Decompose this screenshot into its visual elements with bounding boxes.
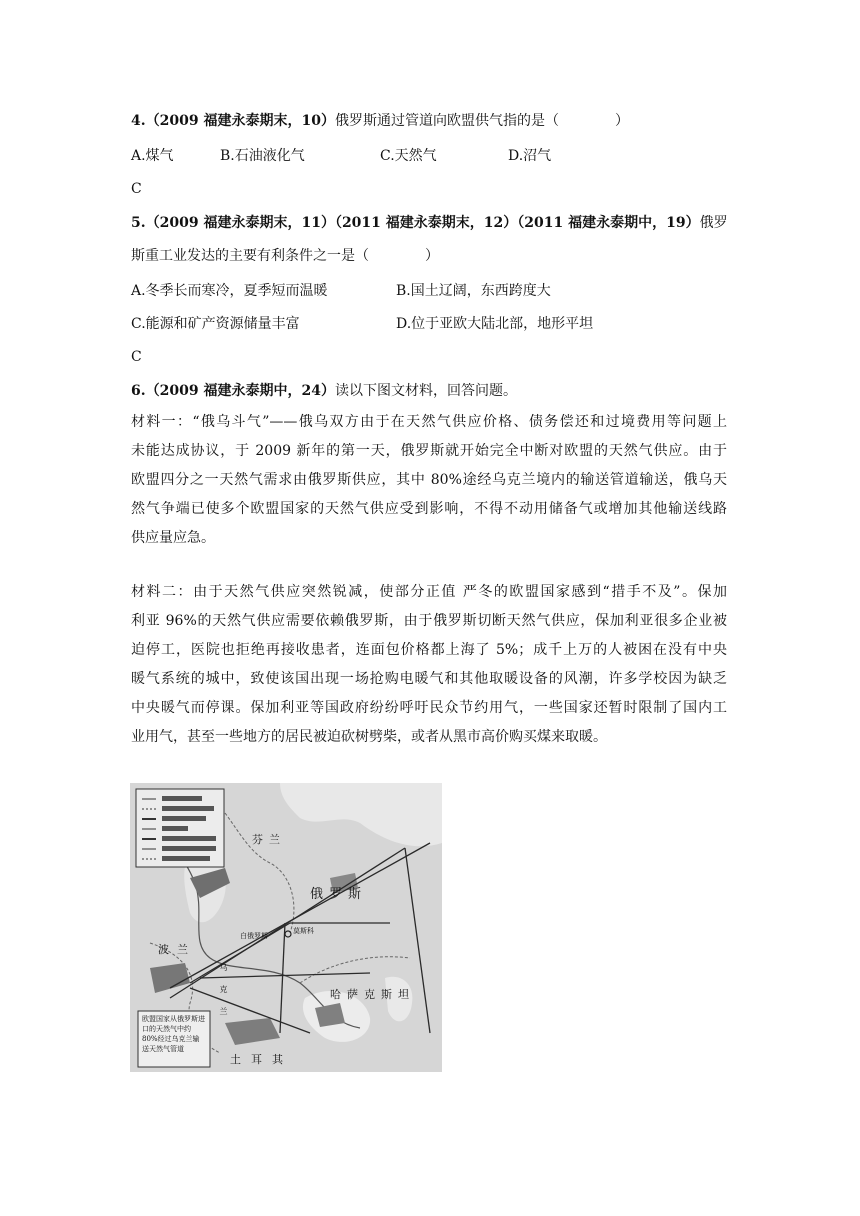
question-6-line xyxy=(131,381,517,401)
question-5-answer: C xyxy=(131,349,142,365)
material-2-line: 利亚 96%的天然气供应需要依赖俄罗斯，由于俄罗斯切断天然气供应，保加利亚很多企业被 xyxy=(131,613,727,629)
question-5-line-1 xyxy=(131,213,728,233)
material-2 xyxy=(131,578,727,752)
material-2-line: 迫停工，医院也拒绝再接收患者，连面包价格都上海了 5%；成千上万的人被困在没有中央 xyxy=(131,642,727,658)
map-label-ukraine: 乌克兰 xyxy=(219,963,228,1029)
question-4-option-b: B.石油液化气 xyxy=(220,148,305,164)
question-4-option-d: D.沼气 xyxy=(508,148,552,164)
question-5-option-c: C.能源和矿产资源储量丰富 xyxy=(131,316,300,332)
map-label-russia: 俄罗斯 xyxy=(310,887,368,902)
map-label-poland: 波兰 xyxy=(158,943,196,956)
material-1 xyxy=(131,408,727,553)
material-1-line: 未能达成协议，于 2009 新年的第一天，俄罗斯就开始完全中断对欧盟的天然气供应。由于 xyxy=(131,443,727,459)
question-5-option-d: D.位于亚欧大陆北部，地形平坦 xyxy=(396,316,594,332)
question-6-number: 6. xyxy=(131,383,146,399)
question-5-option-a: A.冬季长而寒冷，夏季短而温暖 xyxy=(131,283,328,299)
question-5-option-b: B.国土辽阔，东西跨度大 xyxy=(396,283,551,299)
question-6-stem: 读以下图文材料，回答问题。 xyxy=(334,383,517,399)
question-5-stem-part-1: 俄罗 xyxy=(699,215,728,231)
map-label-moscow: 莫斯科 xyxy=(293,927,314,935)
question-4-number: 4. xyxy=(131,113,146,129)
question-4-option-c: C.天然气 xyxy=(380,148,437,164)
question-4-source: （2009 福建永泰期末，10） xyxy=(145,113,335,129)
question-6-source: （2009 福建永泰期中，24） xyxy=(145,383,335,399)
question-5-stem-part-2: 斯重工业发达的主要有利条件之一是（ ） xyxy=(131,248,439,264)
map-label-kazakhstan: 哈萨克斯坦 xyxy=(330,988,415,1001)
material-1-line: 供应量应急。 xyxy=(131,530,215,546)
material-2-line: 材料二：由于天然气供应突然锐减，使部分正值 严冬的欧盟国家感到“措手不及”。保加 xyxy=(131,584,727,600)
gas-pipeline-map xyxy=(130,783,442,1072)
material-2-line: 暖气系统的城中，致使该国出现一场抢购电暖气和其他取暖设备的风潮，许多学校因为缺乏 xyxy=(131,671,727,687)
material-1-line: 然气争端已使多个欧盟国家的天然气供应受到影响，不得不动用储备气或增加其他输送线路 xyxy=(131,501,727,517)
map-label-finland: 芬兰 xyxy=(252,833,286,846)
question-4-option-a: A.煤气 xyxy=(131,148,174,164)
map-label-turkey: 土耳其 xyxy=(230,1053,293,1066)
question-4-stem: 俄罗斯通过管道向欧盟供气指的是（ ） xyxy=(334,113,629,129)
question-5-number: 5. xyxy=(131,215,146,231)
question-4-answer: C xyxy=(131,181,142,197)
question-5-source: （2009 福建永泰期末，11）（2011 福建永泰期末，12）（2011 福建永泰期中，19） xyxy=(145,215,700,231)
map-note: 欧盟国家从俄罗斯进口的天然气中约80%经过乌克兰输送天然气管道 xyxy=(142,1015,205,1053)
material-2-line: 业用气，甚至一些地方的居民被迫砍树劈柴，或者从黑市高价购买煤来取暖。 xyxy=(131,729,607,745)
question-4-line xyxy=(131,111,629,131)
material-2-line: 中央暖气而停课。保加利亚等国政府纷纷呼吁民众节约用气，一些国家还暂时限制了国内工 xyxy=(131,700,727,716)
material-1-line: 欧盟四分之一天然气需求由俄罗斯供应，其中 80%途经乌克兰境内的输送管道输送，俄乌天 xyxy=(131,472,727,488)
map-label-belarus: 白俄罗斯 xyxy=(240,932,268,940)
material-1-line: 材料一：“俄乌斗气”——俄乌双方由于在天然气供应价格、债务偿还和过境费用等问题上 xyxy=(131,414,727,430)
